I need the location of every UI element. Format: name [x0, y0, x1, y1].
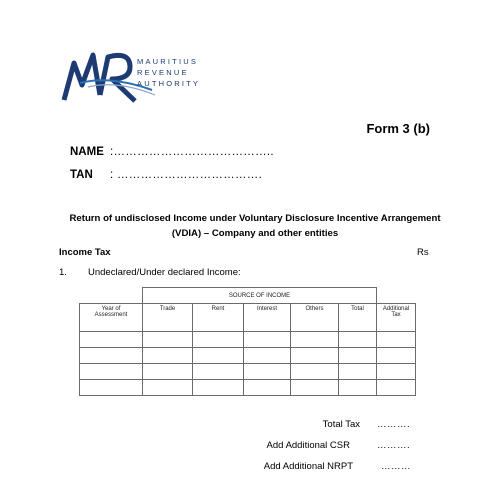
total-tax-value[interactable]: ……….: [377, 419, 411, 430]
table-header-row: [80, 304, 416, 332]
section-title: Income Tax: [59, 247, 111, 258]
table-row: [80, 332, 416, 348]
col-additional-tax: Additional Tax: [377, 304, 416, 332]
col-rent: Rent: [193, 304, 244, 332]
table-row: [80, 348, 416, 364]
col-trade: Trade: [143, 304, 193, 332]
cell-additional-tax[interactable]: [377, 364, 416, 380]
cell-others[interactable]: [291, 380, 339, 396]
cell-trade[interactable]: [143, 332, 193, 348]
tan-label: TAN: [70, 169, 93, 181]
document-heading: [55, 211, 455, 241]
source-of-income-header: SOURCE OF INCOME: [143, 288, 377, 304]
additional-csr-value[interactable]: ……….: [377, 440, 411, 451]
additional-nrpt-value[interactable]: ………: [381, 461, 411, 472]
table-blank-cell: [80, 288, 143, 304]
table-row: [80, 364, 416, 380]
cell-others[interactable]: [291, 364, 339, 380]
heading-line-1: Return of undisclosed Income under Voluntary Disclosure Incentive Arrangement: [69, 213, 441, 224]
cell-rent[interactable]: [193, 348, 244, 364]
cell-total[interactable]: [339, 364, 377, 380]
cell-trade[interactable]: [143, 380, 193, 396]
additional-csr-label: Add Additional CSR: [266, 440, 350, 451]
income-table: [79, 287, 416, 396]
cell-trade[interactable]: [143, 348, 193, 364]
logo-line-1: MAURITIUS: [137, 57, 199, 66]
col-others: Others: [291, 304, 339, 332]
col-total: Total: [339, 304, 377, 332]
total-tax-label: Total Tax: [322, 419, 360, 430]
cell-additional-tax[interactable]: [377, 332, 416, 348]
heading-line-2: (VDIA) – Company and other entities: [171, 228, 339, 239]
cell-rent[interactable]: [193, 332, 244, 348]
cell-additional-tax[interactable]: [377, 348, 416, 364]
col-year-of-assessment: Year of Assessment: [80, 304, 143, 332]
cell-additional-tax[interactable]: [377, 380, 416, 396]
form-title: Form 3 (b): [366, 121, 430, 136]
cell-total[interactable]: [339, 380, 377, 396]
col-interest: Interest: [244, 304, 291, 332]
cell-trade[interactable]: [143, 364, 193, 380]
cell-year[interactable]: [80, 348, 143, 364]
item-number: 1.: [59, 267, 67, 278]
logo-line-3: AUTHORITY: [137, 79, 201, 88]
cell-rent[interactable]: [193, 380, 244, 396]
logo-wordmark: [137, 56, 200, 89]
cell-total[interactable]: [339, 332, 377, 348]
currency-label: Rs: [417, 247, 429, 258]
additional-nrpt-label: Add Additional NRPT: [263, 461, 353, 472]
item-text: Undeclared/Under declared Income:: [88, 267, 241, 278]
cell-year[interactable]: [80, 380, 143, 396]
name-label: NAME: [70, 146, 104, 158]
name-value: :…………………………………..: [110, 146, 274, 158]
cell-year[interactable]: [80, 364, 143, 380]
cell-rent[interactable]: [193, 364, 244, 380]
tan-field[interactable]: [70, 169, 262, 181]
table-blank-cell: [377, 288, 416, 304]
name-field[interactable]: [70, 146, 274, 158]
table-row: [80, 380, 416, 396]
item-1: [59, 267, 241, 278]
cell-interest[interactable]: [244, 332, 291, 348]
tan-value: : ……………………………….: [110, 169, 263, 181]
logo-line-2: REVENUE: [137, 68, 189, 77]
cell-interest[interactable]: [244, 348, 291, 364]
cell-year[interactable]: [80, 332, 143, 348]
cell-total[interactable]: [339, 348, 377, 364]
cell-interest[interactable]: [244, 364, 291, 380]
cell-interest[interactable]: [244, 380, 291, 396]
cell-others[interactable]: [291, 332, 339, 348]
cell-others[interactable]: [291, 348, 339, 364]
